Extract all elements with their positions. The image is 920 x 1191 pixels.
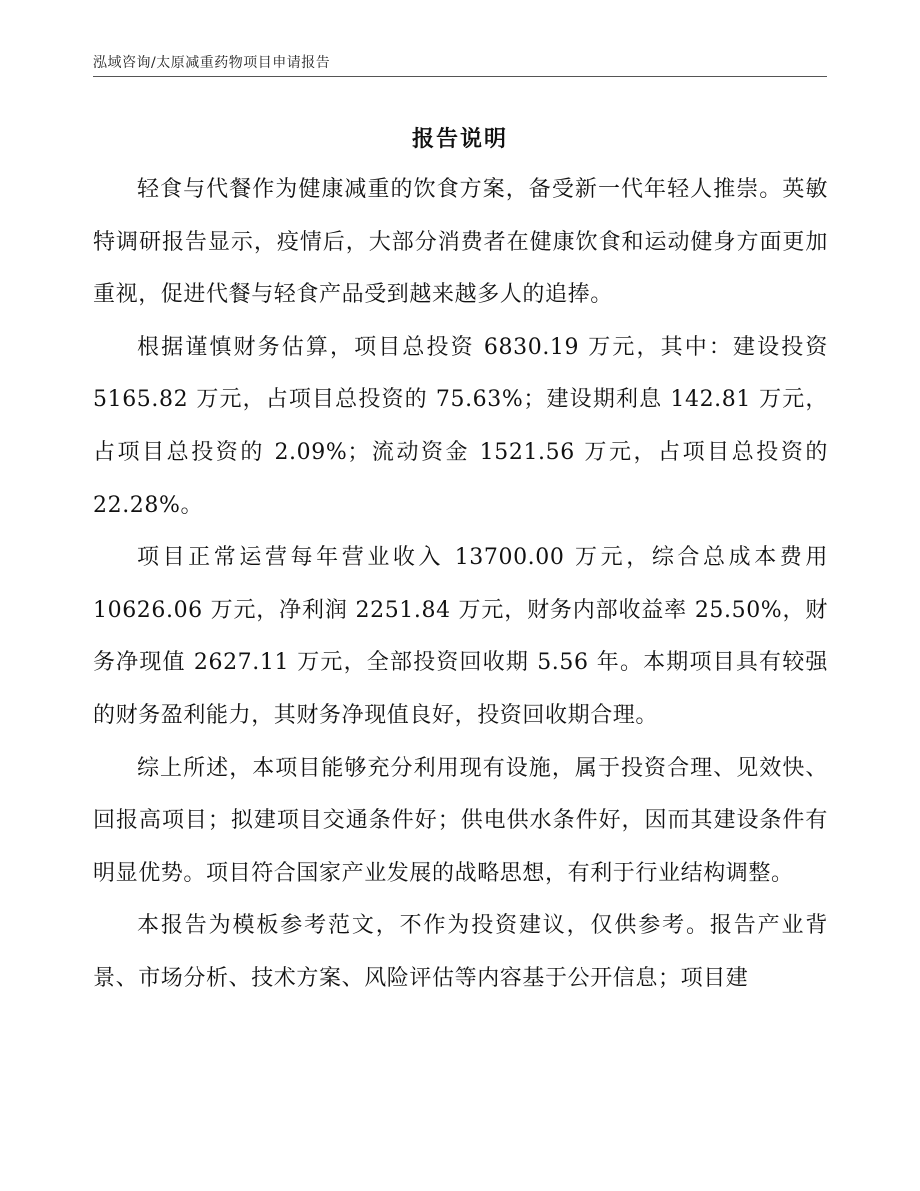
- header-divider: [93, 76, 827, 77]
- paragraph-intro: 轻食与代餐作为健康减重的饮食方案，备受新一代年轻人推崇。英敏特调研报告显示，疫情后，大部分消费者在健康饮食和运动健身方面更加重视，促进代餐与轻食产品受到越来越多人的追捧。: [93, 177, 828, 308]
- report-body: [93, 164, 828, 1006]
- section-title: 报告说明: [411, 126, 508, 152]
- paragraph-investment: 根据谨慎财务估算，项目总投资 6830.19 万元，其中：建设投资 5165.82 万元，占项目总投资的 75.63%；建设期利息 142.81 万元，占项目总投资的 2.09%；流动资金 1521.56 万元，占项目总投资的 22.28%。: [93, 334, 828, 518]
- running-header: 泓域咨询/太原减重药物项目申请报告: [93, 55, 331, 71]
- paragraph-disclaimer: 本报告为模板参考范文，不作为投资建议，仅供参考。报告产业背景、市场分析、技术方案、风险评估等内容基于公开信息；项目建: [93, 913, 828, 991]
- paragraph-revenue: 项目正常运营每年营业收入 13700.00 万元，综合总成本费用 10626.06 万元，净利润 2251.84 万元，财务内部收益率 25.50%，财务净现值 2627.11 万元，全部投资回收期 5.56 年。本期项目具有较强的财务盈利能力，其财务净现值良好，投资回收期合理。: [93, 545, 828, 728]
- paragraph-summary: 综上所述，本项目能够充分利用现有设施，属于投资合理、见效快、回报高项目；拟建项目交通条件好；供电供水条件好，因而其建设条件有明显优势。项目符合国家产业发展的战略思想，有利于行业结构调整。: [93, 755, 828, 886]
